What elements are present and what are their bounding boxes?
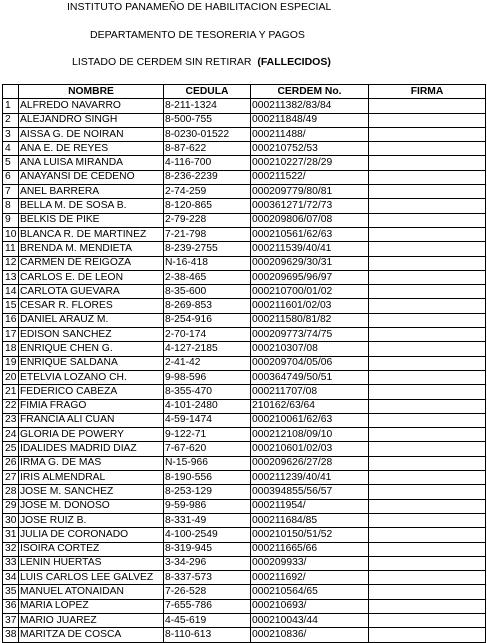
nombre-cell: IRMA G. DE MAS xyxy=(19,456,164,470)
cedula-cell: 4-127-2185 xyxy=(164,342,251,356)
cerdem-cell: 000210601/02/03 xyxy=(251,442,369,456)
cedula-cell: 8-355-470 xyxy=(164,385,251,399)
cedula-cell: 8-190-556 xyxy=(164,471,251,485)
table-row xyxy=(3,185,486,199)
firma-cell[interactable] xyxy=(369,156,486,170)
row-number: 14 xyxy=(3,285,19,299)
cedula-cell: 7-21-798 xyxy=(164,227,251,241)
cerdem-cell: 000209933/ xyxy=(251,556,369,570)
firma-cell[interactable] xyxy=(369,199,486,213)
row-number: 37 xyxy=(3,613,19,627)
nombre-cell: DANIEL ARAUZ M. xyxy=(19,313,164,327)
cerdem-cell: 000211848/49 xyxy=(251,113,369,127)
nombre-cell: CARMEN DE REIGOZA xyxy=(19,256,164,270)
nombre-cell: ETELVIA LOZANO CH. xyxy=(19,370,164,384)
row-number: 2 xyxy=(3,113,19,127)
nombre-cell: EDISON SANCHEZ xyxy=(19,328,164,342)
firma-cell[interactable] xyxy=(369,370,486,384)
cerdem-cell: 000361271/72/73 xyxy=(251,199,369,213)
cedula-cell: 9-122-71 xyxy=(164,428,251,442)
firma-cell[interactable] xyxy=(369,613,486,627)
firma-cell[interactable] xyxy=(369,428,486,442)
nombre-cell: BELLA M. DE SOSA B. xyxy=(19,199,164,213)
firma-cell[interactable] xyxy=(369,456,486,470)
row-number: 38 xyxy=(3,628,19,642)
firma-cell[interactable] xyxy=(369,270,486,284)
cedula-cell: 8-110-613 xyxy=(164,628,251,642)
firma-cell[interactable] xyxy=(369,256,486,270)
table-row xyxy=(3,413,486,427)
cerdem-cell: 000211580/81/82 xyxy=(251,313,369,327)
row-number: 33 xyxy=(3,556,19,570)
cedula-cell: 8-253-129 xyxy=(164,485,251,499)
cedula-cell: 8-120-865 xyxy=(164,199,251,213)
table-row xyxy=(3,328,486,342)
row-number: 7 xyxy=(3,185,19,199)
cerdem-cell: 000210693/ xyxy=(251,599,369,613)
firma-cell[interactable] xyxy=(369,185,486,199)
row-number: 24 xyxy=(3,428,19,442)
cerdem-cell: 000210043/44 xyxy=(251,613,369,627)
firma-cell[interactable] xyxy=(369,499,486,513)
row-number: 10 xyxy=(3,227,19,241)
nombre-cell: CARLOS E. DE LEON xyxy=(19,270,164,284)
firma-cell[interactable] xyxy=(369,513,486,527)
nombre-cell: MARIA LOPEZ xyxy=(19,599,164,613)
nombre-cell: LENIN HUERTAS xyxy=(19,556,164,570)
nombre-cell: ANA E. DE REYES xyxy=(19,142,164,156)
row-number: 36 xyxy=(3,599,19,613)
table-row xyxy=(3,199,486,213)
firma-cell[interactable] xyxy=(369,142,486,156)
firma-cell[interactable] xyxy=(369,170,486,184)
cerdem-cell: 000211539/40/41 xyxy=(251,242,369,256)
table-row xyxy=(3,385,486,399)
firma-cell[interactable] xyxy=(369,313,486,327)
cedula-cell: 8-319-945 xyxy=(164,542,251,556)
firma-cell[interactable] xyxy=(369,127,486,141)
table-row xyxy=(3,471,486,485)
cerdem-cell: 000210227/28/29 xyxy=(251,156,369,170)
nombre-cell: ANAYANSI DE CEDEÑO xyxy=(19,170,164,184)
nombre-cell: ENRIQUE CHEN G. xyxy=(19,342,164,356)
row-number: 9 xyxy=(3,213,19,227)
table-row xyxy=(3,342,486,356)
firma-cell[interactable] xyxy=(369,471,486,485)
cerdem-cell: 000209626/27/28 xyxy=(251,456,369,470)
cedula-cell: 4-45-619 xyxy=(164,613,251,627)
firma-cell[interactable] xyxy=(369,599,486,613)
cerdem-cell: 210162/63/64 xyxy=(251,399,369,413)
nombre-cell: BELKIS DE PIKE xyxy=(19,213,164,227)
cerdem-cell: 000211488/ xyxy=(251,127,369,141)
row-number: 31 xyxy=(3,528,19,542)
row-number: 17 xyxy=(3,328,19,342)
cerdem-table xyxy=(2,84,486,643)
cerdem-cell: 000211684/85 xyxy=(251,513,369,527)
cerdem-cell: 000364749/50/51 xyxy=(251,370,369,384)
row-number: 26 xyxy=(3,456,19,470)
row-number: 34 xyxy=(3,571,19,585)
table-row xyxy=(3,442,486,456)
cerdem-cell: 000209779/80/81 xyxy=(251,185,369,199)
nombre-cell: MARITZA DE COSCA xyxy=(19,628,164,642)
table-row xyxy=(3,270,486,284)
cedula-cell: 4-59-1474 xyxy=(164,413,251,427)
cedula-cell: 8-500-755 xyxy=(164,113,251,127)
firma-cell[interactable] xyxy=(369,528,486,542)
row-number: 1 xyxy=(3,99,19,113)
firma-cell[interactable] xyxy=(369,242,486,256)
firma-cell[interactable] xyxy=(369,356,486,370)
table-row xyxy=(3,156,486,170)
cerdem-cell: 000211239/40/41 xyxy=(251,471,369,485)
table-row xyxy=(3,556,486,570)
row-number: 16 xyxy=(3,313,19,327)
firma-cell[interactable] xyxy=(369,113,486,127)
column-header-number xyxy=(3,85,19,99)
nombre-cell: FIMIA FRAGO xyxy=(19,399,164,413)
nombre-cell: MARIO JUAREZ xyxy=(19,613,164,627)
table-row xyxy=(3,356,486,370)
firma-cell[interactable] xyxy=(369,213,486,227)
nombre-cell: BLANCA R. DE MARTINEZ xyxy=(19,227,164,241)
table-row xyxy=(3,127,486,141)
firma-cell[interactable] xyxy=(369,299,486,313)
table-row xyxy=(3,299,486,313)
nombre-cell: MANUEL ATONAIDAN xyxy=(19,585,164,599)
firma-cell[interactable] xyxy=(369,571,486,585)
cerdem-cell: 000209806/07/08 xyxy=(251,213,369,227)
table-row xyxy=(3,170,486,184)
row-number: 32 xyxy=(3,542,19,556)
cerdem-cell: 000210752/53 xyxy=(251,142,369,156)
nombre-cell: BRENDA M. MENDIETA xyxy=(19,242,164,256)
cedula-cell: 8-254-916 xyxy=(164,313,251,327)
table-row xyxy=(3,142,486,156)
table-row xyxy=(3,513,486,527)
cedula-cell: 2-70-174 xyxy=(164,328,251,342)
cerdem-cell: 000211954/ xyxy=(251,499,369,513)
list-title-text: LISTADO DE CERDEM SIN RETIRAR xyxy=(72,56,252,68)
firma-cell[interactable] xyxy=(369,285,486,299)
cerdem-cell: 000209695/96/97 xyxy=(251,270,369,284)
nombre-cell: ANA LUISA MIRANDA xyxy=(19,156,164,170)
cedula-cell: 8-239-2755 xyxy=(164,242,251,256)
cedula-cell: 7-67-620 xyxy=(164,442,251,456)
table-row xyxy=(3,242,486,256)
nombre-cell: ISOIRA CORTEZ xyxy=(19,542,164,556)
table-row xyxy=(3,113,486,127)
cerdem-cell: 000211522/ xyxy=(251,170,369,184)
column-header-cerdem: CERDEM No. xyxy=(251,85,369,99)
nombre-cell: CARLOTA GUEVARA xyxy=(19,285,164,299)
cerdem-cell: 000394855/56/57 xyxy=(251,485,369,499)
row-number: 18 xyxy=(3,342,19,356)
table-row xyxy=(3,285,486,299)
row-number: 21 xyxy=(3,385,19,399)
row-number: 6 xyxy=(3,170,19,184)
firma-cell[interactable] xyxy=(369,342,486,356)
nombre-cell: JOSE M. DONOSO xyxy=(19,499,164,513)
table-row xyxy=(3,528,486,542)
firma-cell[interactable] xyxy=(369,413,486,427)
cerdem-cell: 000210307/08 xyxy=(251,342,369,356)
nombre-cell: ALFREDO NAVARRO xyxy=(19,99,164,113)
table-row xyxy=(3,585,486,599)
cedula-cell: 4-101-2480 xyxy=(164,399,251,413)
firma-cell[interactable] xyxy=(369,585,486,599)
row-number: 13 xyxy=(3,270,19,284)
nombre-cell: GLORIA DE POWERY xyxy=(19,428,164,442)
table-row xyxy=(3,399,486,413)
cerdem-cell: 000210561/62/63 xyxy=(251,227,369,241)
table-row xyxy=(3,370,486,384)
cerdem-cell: 000210564/65 xyxy=(251,585,369,599)
row-number: 27 xyxy=(3,471,19,485)
table-row xyxy=(3,599,486,613)
table-body xyxy=(3,99,486,642)
cedula-cell: 8-236-2239 xyxy=(164,170,251,184)
nombre-cell: JOSE RUIZ B. xyxy=(19,513,164,527)
cedula-cell: 4-100-2549 xyxy=(164,528,251,542)
firma-cell[interactable] xyxy=(369,556,486,570)
table-row xyxy=(3,313,486,327)
nombre-cell: AISSA G. DE NOIRAN xyxy=(19,127,164,141)
row-number: 11 xyxy=(3,242,19,256)
cedula-cell: 8-35-600 xyxy=(164,285,251,299)
cerdem-cell: 000211665/66 xyxy=(251,542,369,556)
nombre-cell: FRANCIA ALI CUAN xyxy=(19,413,164,427)
cerdem-cell: 000209704/05/06 xyxy=(251,356,369,370)
row-number: 4 xyxy=(3,142,19,156)
table-row xyxy=(3,542,486,556)
cedula-cell: 8-331-49 xyxy=(164,513,251,527)
table-row xyxy=(3,213,486,227)
firma-cell[interactable] xyxy=(369,485,486,499)
firma-cell[interactable] xyxy=(369,99,486,113)
row-number: 3 xyxy=(3,127,19,141)
nombre-cell: ALEJANDRO SINGH xyxy=(19,113,164,127)
cedula-cell: 4-116-700 xyxy=(164,156,251,170)
table-row xyxy=(3,499,486,513)
column-header-firma: FIRMA xyxy=(369,85,486,99)
cedula-cell: 8-269-853 xyxy=(164,299,251,313)
row-number: 22 xyxy=(3,399,19,413)
row-number: 19 xyxy=(3,356,19,370)
row-number: 30 xyxy=(3,513,19,527)
cedula-cell: 8-87-622 xyxy=(164,142,251,156)
nombre-cell: JOSE M. SANCHEZ xyxy=(19,485,164,499)
row-number: 25 xyxy=(3,442,19,456)
cedula-cell: 7-655-786 xyxy=(164,599,251,613)
nombre-cell: FEDERICO CABEZA xyxy=(19,385,164,399)
table-row xyxy=(3,428,486,442)
cerdem-cell: 000210700/01/02 xyxy=(251,285,369,299)
table-row xyxy=(3,571,486,585)
nombre-cell: IRIS ALMENDRAL xyxy=(19,471,164,485)
table-header-row xyxy=(3,85,486,99)
list-title xyxy=(72,56,331,68)
cerdem-cell: 000211692/ xyxy=(251,571,369,585)
cerdem-cell: 000210061/62/63 xyxy=(251,413,369,427)
cerdem-cell: 000211382/83/84 xyxy=(251,99,369,113)
cerdem-cell: 000209773/74/75 xyxy=(251,328,369,342)
cerdem-cell: 000209629/30/31 xyxy=(251,256,369,270)
row-number: 12 xyxy=(3,256,19,270)
firma-cell[interactable] xyxy=(369,328,486,342)
row-number: 8 xyxy=(3,199,19,213)
cedula-cell: 7-26-528 xyxy=(164,585,251,599)
nombre-cell: LUIS CARLOS LEE GALVEZ xyxy=(19,571,164,585)
row-number: 35 xyxy=(3,585,19,599)
column-header-nombre: NOMBRE xyxy=(19,85,164,99)
nombre-cell: IDALIDES MADRID DIAZ xyxy=(19,442,164,456)
cedula-cell: 2-41-42 xyxy=(164,356,251,370)
cerdem-cell: 000212108/09/10 xyxy=(251,428,369,442)
firma-cell[interactable] xyxy=(369,442,486,456)
firma-cell[interactable] xyxy=(369,399,486,413)
row-number: 20 xyxy=(3,370,19,384)
table-row xyxy=(3,613,486,627)
table-row xyxy=(3,485,486,499)
table-row xyxy=(3,256,486,270)
institution-title: INSTITUTO PANAMEÑO DE HABILITACION ESPECIAL xyxy=(67,1,332,13)
row-number: 23 xyxy=(3,413,19,427)
cerdem-cell: 000210836/ xyxy=(251,628,369,642)
firma-cell[interactable] xyxy=(369,385,486,399)
cedula-cell: N-15-966 xyxy=(164,456,251,470)
table-row xyxy=(3,456,486,470)
cedula-cell: 9-59-986 xyxy=(164,499,251,513)
row-number: 28 xyxy=(3,485,19,499)
cedula-cell: 8-211-1324 xyxy=(164,99,251,113)
firma-cell[interactable] xyxy=(369,542,486,556)
row-number: 29 xyxy=(3,499,19,513)
cedula-cell: 2-79-228 xyxy=(164,213,251,227)
cedula-cell: 3-34-296 xyxy=(164,556,251,570)
row-number: 15 xyxy=(3,299,19,313)
cedula-cell: 2-74-259 xyxy=(164,185,251,199)
cedula-cell: 8-337-573 xyxy=(164,571,251,585)
table-row xyxy=(3,99,486,113)
nombre-cell: CESAR R. FLORES xyxy=(19,299,164,313)
cerdem-cell: 000211707/08 xyxy=(251,385,369,399)
firma-cell[interactable] xyxy=(369,227,486,241)
cerdem-cell: 000211601/02/03 xyxy=(251,299,369,313)
cedula-cell: N-16-418 xyxy=(164,256,251,270)
nombre-cell: ENRIQUE SALDAÑA xyxy=(19,356,164,370)
column-header-cedula: CEDULA xyxy=(164,85,251,99)
cedula-cell: 2-38-465 xyxy=(164,270,251,284)
table-row xyxy=(3,227,486,241)
nombre-cell: JULIA DE CORONADO xyxy=(19,528,164,542)
list-title-qualifier: (FALLECIDOS) xyxy=(257,56,331,68)
row-number: 5 xyxy=(3,156,19,170)
cedula-cell: 8-0230-01522 xyxy=(164,127,251,141)
nombre-cell: ANEL BARRERA xyxy=(19,185,164,199)
department-title: DEPARTAMENTO DE TESORERIA Y PAGOS xyxy=(90,29,305,41)
cedula-cell: 9-98-596 xyxy=(164,370,251,384)
cerdem-cell: 000210150/51/52 xyxy=(251,528,369,542)
